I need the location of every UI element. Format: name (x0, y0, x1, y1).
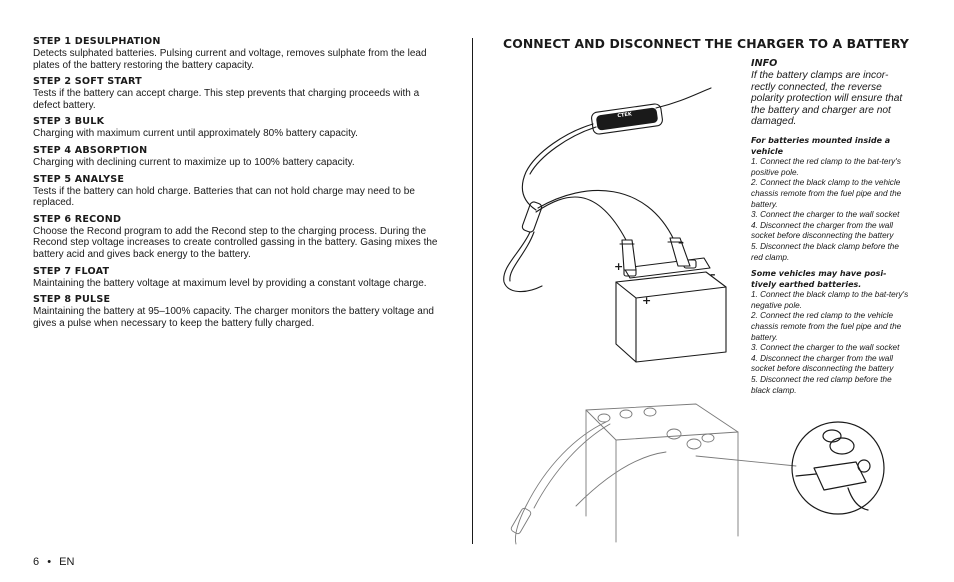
list-item: 5. Disconnect the black clamp before the red clamp. (751, 241, 899, 262)
list-item: 1. Connect the red clamp to the bat-tery's positive pole. (751, 157, 901, 177)
vehicle-battery-illustration (496, 396, 891, 546)
plus-label-battery: + (642, 294, 652, 307)
positive-earth-heading: Some vehicles may have posi-tively earthed batteries. (751, 269, 887, 289)
page-footer (33, 556, 74, 568)
step-title: STEP 1 DESULPHATION (33, 36, 161, 47)
step-5 (33, 174, 445, 209)
list-item: 4. Disconnect the charger from the wall socket before disconnecting the battery (751, 220, 894, 241)
mains-cable (656, 88, 711, 108)
step-8 (33, 294, 445, 329)
terminal-cap (598, 414, 610, 422)
step-7 (33, 266, 445, 290)
brand-logo: CTEK (617, 111, 633, 120)
step-text: Tests if the battery can accept charge. This step prevents that charging proceeds with a defect battery. (33, 88, 420, 111)
minus-label-clamp: – (678, 235, 684, 249)
step-text: Detects sulphated batteries. Pulsing current and voltage, removes sulphate from the lead plates of the battery restoring the battery capacity. (33, 48, 427, 71)
section-title: CONNECT AND DISCONNECT THE CHARGER TO A BATTERY (503, 36, 909, 51)
minus-label-battery: – (710, 268, 716, 281)
step-text: Maintaining the battery at 95–100% capacity. The charger monitors the battery voltage and gives a pulse when necessary to keep the battery fully charged. (33, 306, 434, 329)
list-item: 1. Connect the black clamp to the bat-tery's negative pole. (751, 290, 909, 310)
vehicle-battery-top (586, 404, 738, 440)
list-item: 5. Disconnect the red clamp before the black clamp. (751, 375, 892, 395)
list-item: 3. Connect the charger to the wall socket (751, 343, 900, 353)
page-number: 6 (33, 556, 40, 568)
step-text: Charging with declining current to maximize up to 100% battery capacity. (33, 156, 355, 168)
step-title: STEP 6 RECOND (33, 213, 122, 225)
list-item: 2. Connect the red clamp to the vehicle chassis remote from the fuel pipe and the battery. (751, 311, 902, 342)
step-title: STEP 4 ABSORPTION (33, 144, 148, 156)
step-title: STEP 2 SOFT START (33, 76, 142, 88)
step-text: Choose the Recond program to add the Recond step to the charging process. During the Recond step voltage increases to create controlled gassing in the battery. Gasing mixes the battery acid and gives back energy to the battery. (33, 225, 438, 260)
plus-label-clamp: + (614, 260, 624, 273)
charger-battery-illustration (496, 72, 746, 372)
step-3 (33, 116, 445, 140)
step-6 (33, 214, 445, 261)
step-text: Charging with maximum current until approximately 80% battery capacity. (33, 128, 358, 140)
list-item: 2. Connect the black clamp to the vehicle chassis remote from the fuel pipe and the battery. (751, 178, 902, 209)
vehicle-cable (515, 422, 606, 544)
dc-cable (522, 124, 593, 210)
step-title: STEP 7 FLOAT (33, 265, 110, 277)
info-heading: INFO (751, 58, 778, 69)
black-clamp-cable (538, 190, 674, 240)
info-column (751, 58, 911, 396)
list-item: 3. Connect the charger to the wall socket (751, 210, 900, 220)
step-2 (33, 76, 445, 111)
step-title: STEP 5 ANALYSE (33, 173, 125, 185)
inline-fuse (521, 201, 543, 233)
vehicle-fuse (510, 507, 532, 535)
red-clamp-cable (536, 197, 626, 240)
info-text: If the battery clamps are incor-rectly connected, the reverse polarity protection will ensure that the battery and charger are not damaged. (751, 70, 903, 128)
steps-column (33, 36, 445, 334)
list-item: 4. Disconnect the charger from the wall socket before disconnecting the battery (751, 353, 894, 374)
step-text: Maintaining the battery voltage at maximum level by providing a constant voltage charge. (33, 277, 427, 289)
step-text: Tests if the battery can hold charge. Batteries that can not hold charge may need to be replaced. (33, 185, 415, 209)
detail-terminal (830, 438, 854, 454)
step-title: STEP 3 BULK (33, 116, 105, 128)
inside-vehicle-heading: For batteries mounted inside a vehicle (751, 135, 891, 156)
language-code: EN (59, 556, 75, 568)
column-divider (472, 38, 473, 544)
step-4 (33, 145, 445, 169)
step-title: STEP 8 PULSE (33, 294, 111, 306)
step-1 (33, 36, 445, 71)
footer-separator: • (47, 556, 52, 568)
